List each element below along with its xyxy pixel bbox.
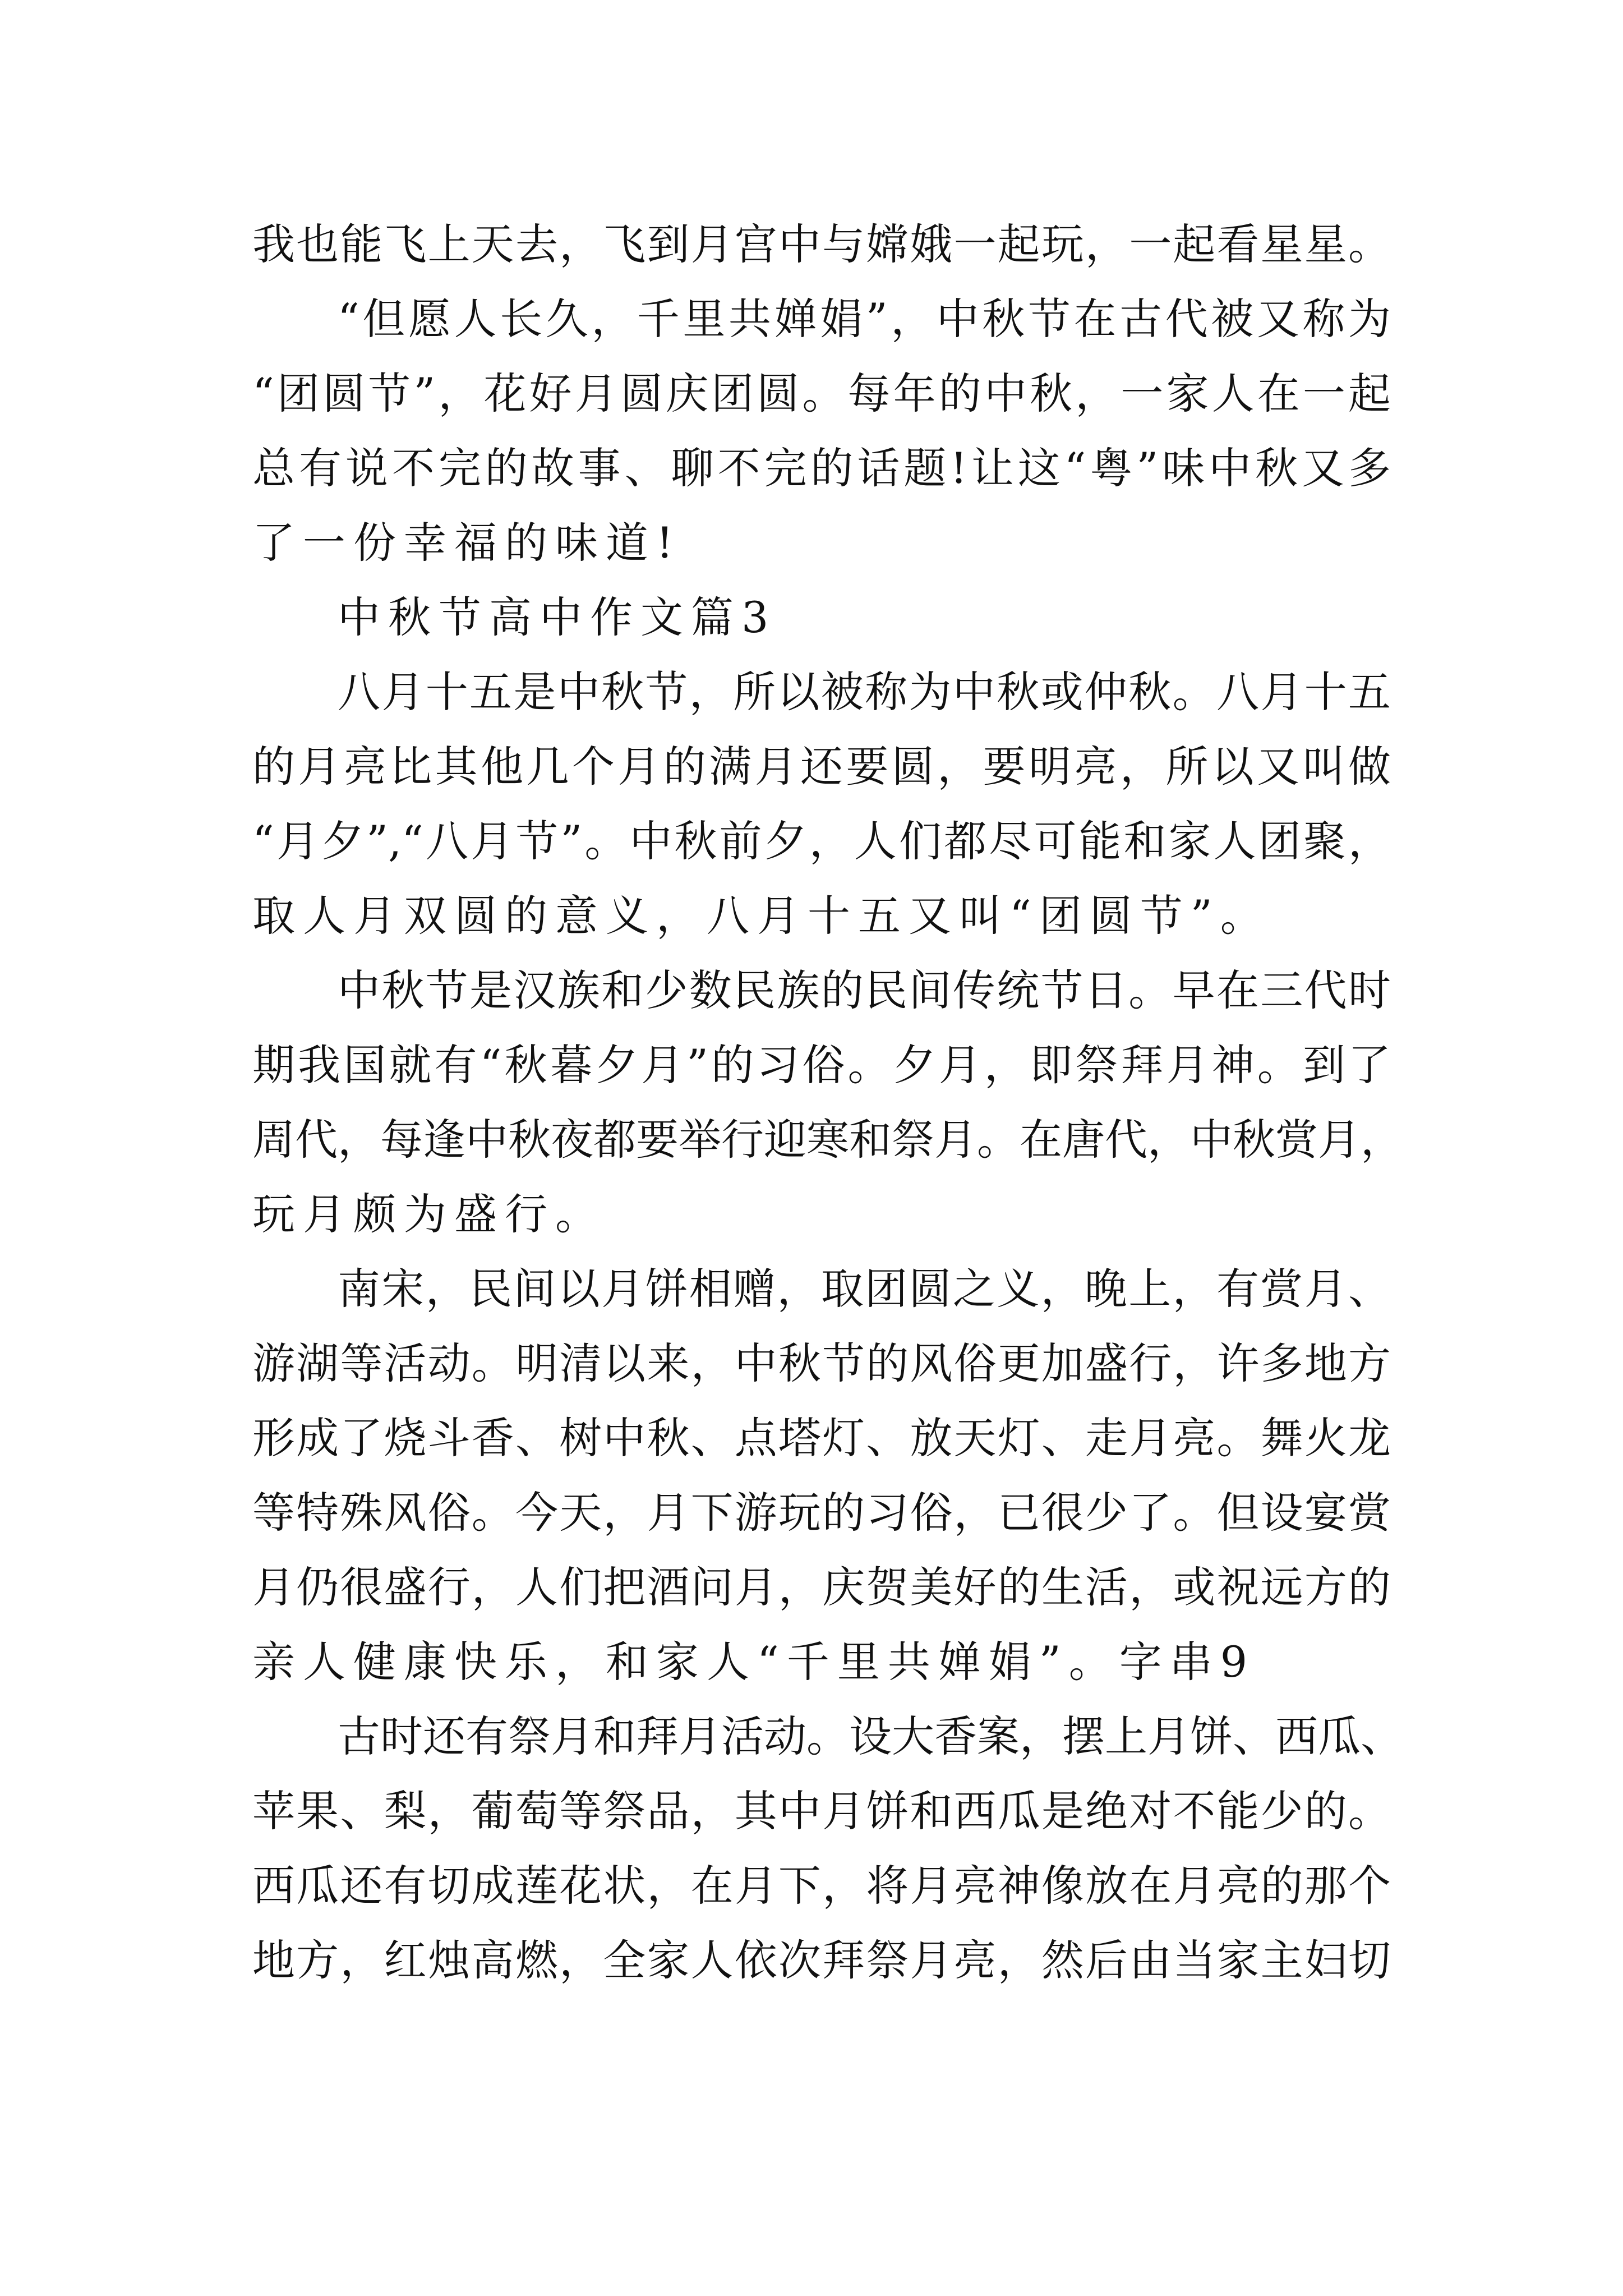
text-line: 期我国就有“秋暮夕月”的习俗。夕月，即祭拜月神。到了: [252, 1040, 1391, 1090]
text-line: “团圆节”，花好月圆庆团圆。每年的中秋，一家人在一起: [252, 369, 1391, 418]
text-line: 西瓜还有切成莲花状，在月下，将月亮神像放在月亮的那个: [252, 1861, 1391, 1911]
text-line: 取人月双圆的意义，八月十五又叫“团圆节”。: [252, 891, 1271, 941]
text-line: 了一份幸福的味道!: [252, 518, 681, 568]
text-line: “但愿人长久，千里共婵娟”，中秋节在古代被又称为: [338, 294, 1391, 344]
text-line: 中秋节是汉族和少数民族的民间传统节日。早在三代时: [338, 965, 1391, 1015]
text-line: 我也能飞上天去，飞到月宫中与嫦娥一起玩，一起看星星。: [252, 219, 1391, 269]
text-line: 亲人健康快乐，和家人“千里共婵娟”。字串9: [252, 1637, 1256, 1687]
text-line: 八月十五是中秋节，所以被称为中秋或仲秋。八月十五: [338, 667, 1391, 717]
text-line: 形成了烧斗香、树中秋、点塔灯、放天灯、走月亮。舞火龙: [252, 1413, 1391, 1463]
text-line: 周代，每逢中秋夜都要举行迎寒和祭月。在唐代，中秋赏月，: [252, 1115, 1403, 1165]
text-line: 月仍很盛行，人们把酒问月，庆贺美好的生活，或祝远方的: [252, 1562, 1391, 1612]
text-line: 苹果、梨，葡萄等祭品，其中月饼和西瓜是绝对不能少的。: [252, 1786, 1391, 1836]
text-line: 游湖等活动。明清以来，中秋节的风俗更加盛行，许多地方: [252, 1338, 1391, 1388]
section-heading: 中秋节高中作文篇3: [338, 592, 777, 642]
text-line: 地方，红烛高燃，全家人依次拜祭月亮，然后由当家主妇切: [252, 1935, 1391, 1985]
text-line: 等特殊风俗。今天，月下游玩的习俗，已很少了。但设宴赏: [252, 1488, 1391, 1538]
text-line: “月夕”,“八月节”。中秋前夕，人们都尽可能和家人团聚，: [252, 816, 1391, 866]
text-line: 南宋，民间以月饼相赠，取团圆之义，晚上，有赏月、: [338, 1264, 1391, 1314]
text-line: 古时还有祭月和拜月活动。设大香案，摆上月饼、西瓜、: [338, 1711, 1403, 1761]
text-line: 的月亮比其他几个月的满月还要圆，要明亮，所以又叫做: [252, 742, 1391, 792]
text-line: 玩月颇为盛行。: [252, 1189, 606, 1239]
text-line: 总有说不完的故事、聊不完的话题!让这“粤”味中秋又多: [252, 443, 1391, 493]
